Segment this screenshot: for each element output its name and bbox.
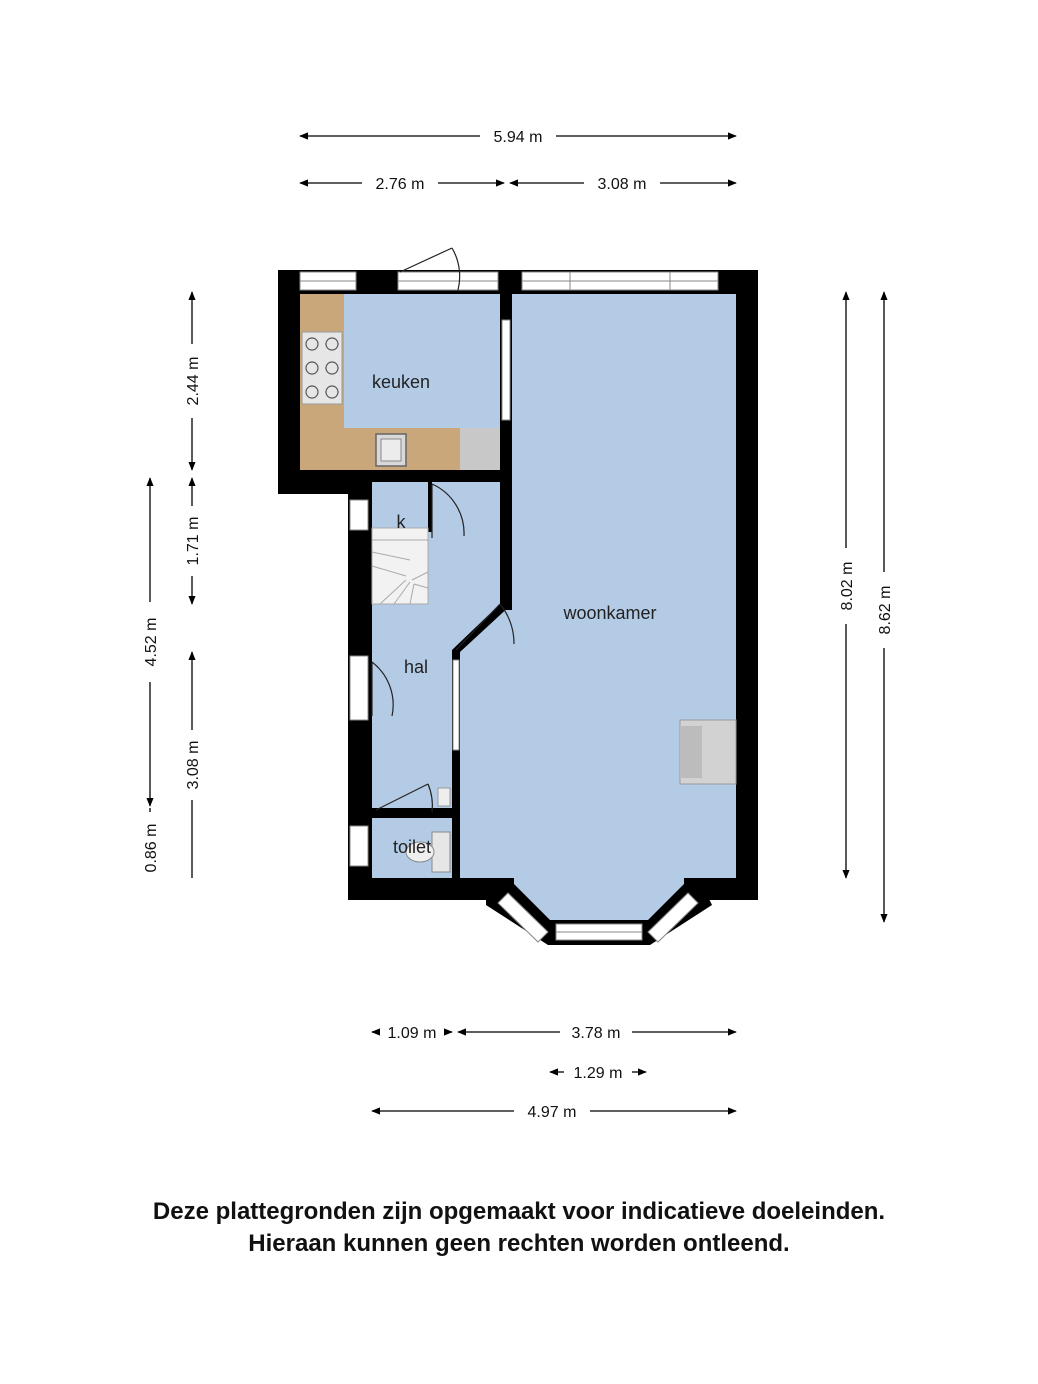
dim-right-inner: 8.02 m xyxy=(839,561,856,611)
dim-right-outer: 8.62 m xyxy=(877,585,894,635)
dim-bottom-total: 4.97 m xyxy=(527,1104,577,1121)
dim-left-k: 1.71 m xyxy=(185,516,202,566)
disclaimer-line-1: Deze plattegronden zijn opgemaakt voor indicatieve doeleinden. xyxy=(152,1198,886,1225)
dim-top-left: 2.76 m xyxy=(375,176,425,193)
radiator-icon xyxy=(438,788,450,806)
room-label-hal: hal xyxy=(403,657,429,677)
dim-top-right: 3.08 m xyxy=(597,176,647,193)
door-icon xyxy=(400,248,452,272)
dim-bottom-bay: 1.29 m xyxy=(573,1065,623,1082)
disclaimer-line-2: Hieraan kunnen geen rechten worden ontleend. xyxy=(248,1230,790,1257)
sink-icon xyxy=(376,434,406,466)
room-label-toilet: toilet xyxy=(392,837,432,857)
dim-left-keuken: 2.44 m xyxy=(185,356,202,406)
dim-bottom-right: 3.78 m xyxy=(571,1025,621,1042)
room-label-keuken: keuken xyxy=(371,372,431,392)
dim-bottom-left: 1.09 m xyxy=(387,1025,437,1042)
stove-icon xyxy=(302,332,342,404)
fireplace-icon xyxy=(680,720,736,784)
dim-left-hal: 3.08 m xyxy=(185,740,202,790)
disclaimer xyxy=(0,1196,1038,1260)
room-label-k: k xyxy=(396,512,406,532)
dim-top-total: 5.94 m xyxy=(493,129,543,146)
room-label-woonkamer: woonkamer xyxy=(563,603,657,623)
dim-left-outer-hal: 4.52 m xyxy=(143,617,160,667)
stairs-icon xyxy=(372,528,428,604)
dim-left-outer-toilet: 0.86 m xyxy=(143,823,160,873)
